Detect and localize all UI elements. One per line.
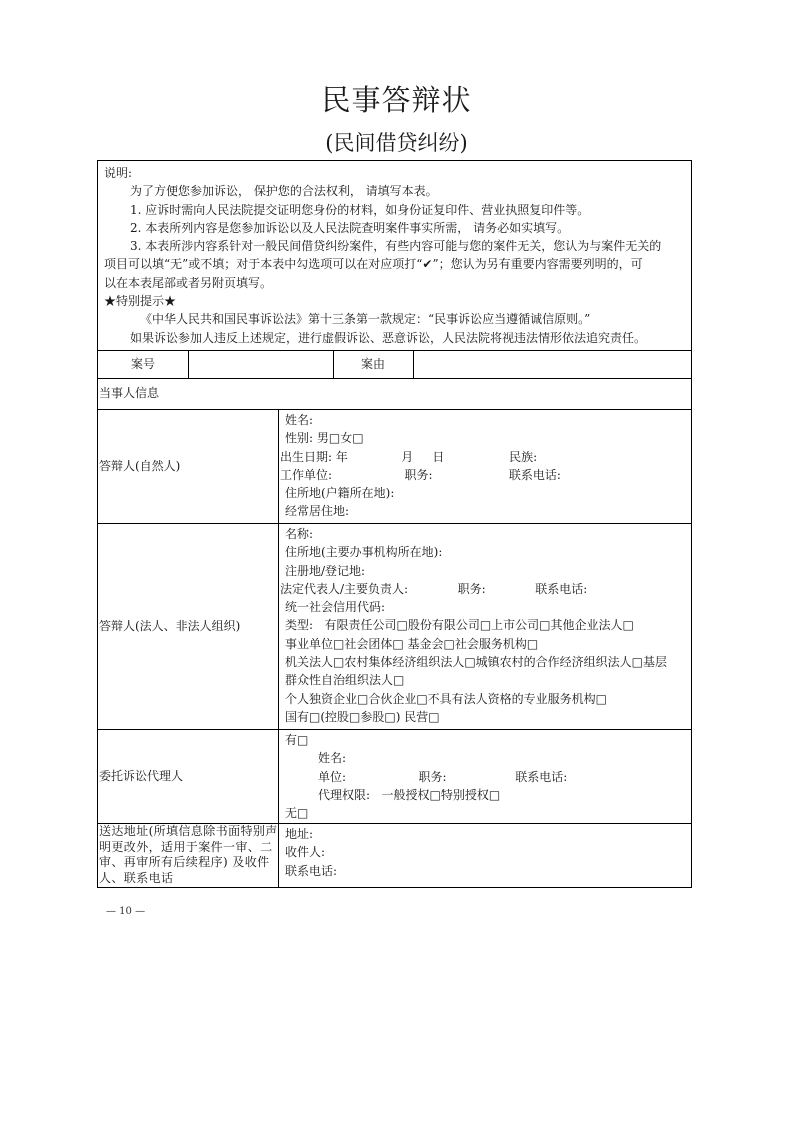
natural-person-fields[interactable] — [280, 411, 690, 523]
ownership-options[interactable]: 国有□(控股□参股□) 民营□ — [285, 709, 440, 724]
special-notice-line-2: 如果诉讼参加人违反上述规定，进行虚假诉讼、恶意诉讼，人民法院将视违法情形依法追究责任。 — [130, 330, 647, 345]
residence-field[interactable]: 经常居住地: — [285, 504, 350, 519]
agent-fields[interactable] — [280, 731, 690, 823]
agent-yes-checkbox[interactable]: 有□ — [285, 733, 309, 747]
org-domicile-field[interactable]: 住所地(主要办事机构所在地): — [285, 545, 443, 560]
agent-label: 委托诉讼代理人 — [99, 769, 184, 783]
service-address-fields[interactable] — [280, 825, 690, 888]
instructions-heading: 说明: — [104, 166, 133, 180]
service-address-label: 送达地址(所填信息除书面特别声明更改外，适用于案件一审、二审、再审所有后续程序) 及收件人、联系电话 — [99, 824, 278, 885]
defense-form-table — [97, 160, 692, 888]
case-number-label: 案号 — [130, 357, 155, 371]
registered-place-field[interactable]: 注册地/登记地: — [285, 563, 366, 578]
special-notice-heading: ★特别提示★ — [104, 294, 177, 309]
document-title: 民事答辩状 — [321, 83, 472, 117]
org-type-options-4[interactable]: 群众性自治组织法人□ — [285, 673, 405, 688]
name-field[interactable]: 姓名: — [285, 413, 314, 427]
address-field[interactable]: 地址: — [285, 827, 314, 841]
instructions-item-3-cont2: 以在本表尾部或者另附页填写。 — [104, 275, 273, 290]
page-number: — 10 — — [106, 906, 146, 917]
agent-authority-options[interactable]: 代理权限: 一般授权□特别授权□ — [318, 787, 501, 802]
party-info-heading: 当事人信息 — [99, 386, 160, 400]
domicile-field[interactable]: 住所地(户籍所在地): — [285, 486, 395, 501]
legal-person-label: 答辩人(法人、非法人组织) — [99, 619, 241, 633]
legal-rep-field[interactable]: 法定代表人/主要负责人: 职务: 联系电话: — [280, 581, 588, 596]
org-name-field[interactable]: 名称: — [285, 527, 314, 541]
org-type-options-5[interactable]: 个人独资企业□合伙企业□不具有法人资格的专业服务机构□ — [285, 691, 608, 706]
recipient-field[interactable]: 收件人: — [285, 845, 326, 860]
org-type-options-1[interactable]: 类型: 有限责任公司□股份有限公司□上市公司□其他企业法人□ — [285, 618, 634, 633]
gender-field[interactable]: 性别: 男□女□ — [285, 431, 364, 446]
org-type-options-2[interactable]: 事业单位□社会团体□ 基金会□社会服务机构□ — [285, 636, 539, 651]
legal-person-fields[interactable] — [280, 525, 690, 729]
credit-code-field[interactable]: 统一社会信用代码: — [285, 600, 386, 615]
agent-unit-field[interactable]: 单位: 职务: 联系电话: — [318, 769, 568, 784]
case-cause-field[interactable] — [414, 350, 692, 378]
instructions-intro: 为了方便您参加诉讼， 保护您的合法权利， 请填写本表。 — [130, 184, 438, 199]
special-notice-line-1: 《中华人民共和国民事诉讼法》第十三条第一款规定：“民事诉讼应当遵循诚信原则。” — [140, 312, 591, 327]
birth-date-field[interactable]: 出生日期: 年 月 日 民族: — [280, 449, 538, 464]
instructions-item-3-cont: 项目可以填“无”或不填；对于本表中勾选项可以在对应项打“✔”；您认为另有重要内容需要列明的，可 — [104, 257, 643, 272]
instructions-section — [104, 164, 689, 350]
contact-phone-field[interactable]: 联系电话: — [285, 863, 338, 878]
agent-no-checkbox[interactable]: 无□ — [285, 806, 309, 821]
case-number-field[interactable] — [189, 350, 333, 378]
case-cause-label: 案由 — [360, 357, 385, 371]
org-type-options-3[interactable]: 机关法人□农村集体经济组织法人□城镇农村的合作经济组织法人□基层 — [285, 655, 668, 670]
agent-name-field[interactable]: 姓名: — [318, 751, 347, 766]
instructions-item-1: 1. 应诉时需向人民法院提交证明您身份的材料，如身份证复印件、营业执照复印件等。 — [130, 202, 590, 217]
work-unit-field[interactable]: 工作单位: 职务: 联系电话: — [280, 467, 561, 482]
instructions-item-3: 3. 本表所涉内容系针对一般民间借贷纠纷案件，有些内容可能与您的案件无关，您认为与案件无关的 — [130, 239, 662, 254]
document-subtitle: (民间借贷纠纷) — [325, 131, 468, 155]
divider — [278, 409, 279, 888]
natural-person-label: 答辩人(自然人) — [99, 459, 181, 473]
instructions-item-2: 2. 本表所列内容是您参加诉讼以及人民法院查明案件事实所需， 请务必如实填写。 — [130, 220, 570, 235]
